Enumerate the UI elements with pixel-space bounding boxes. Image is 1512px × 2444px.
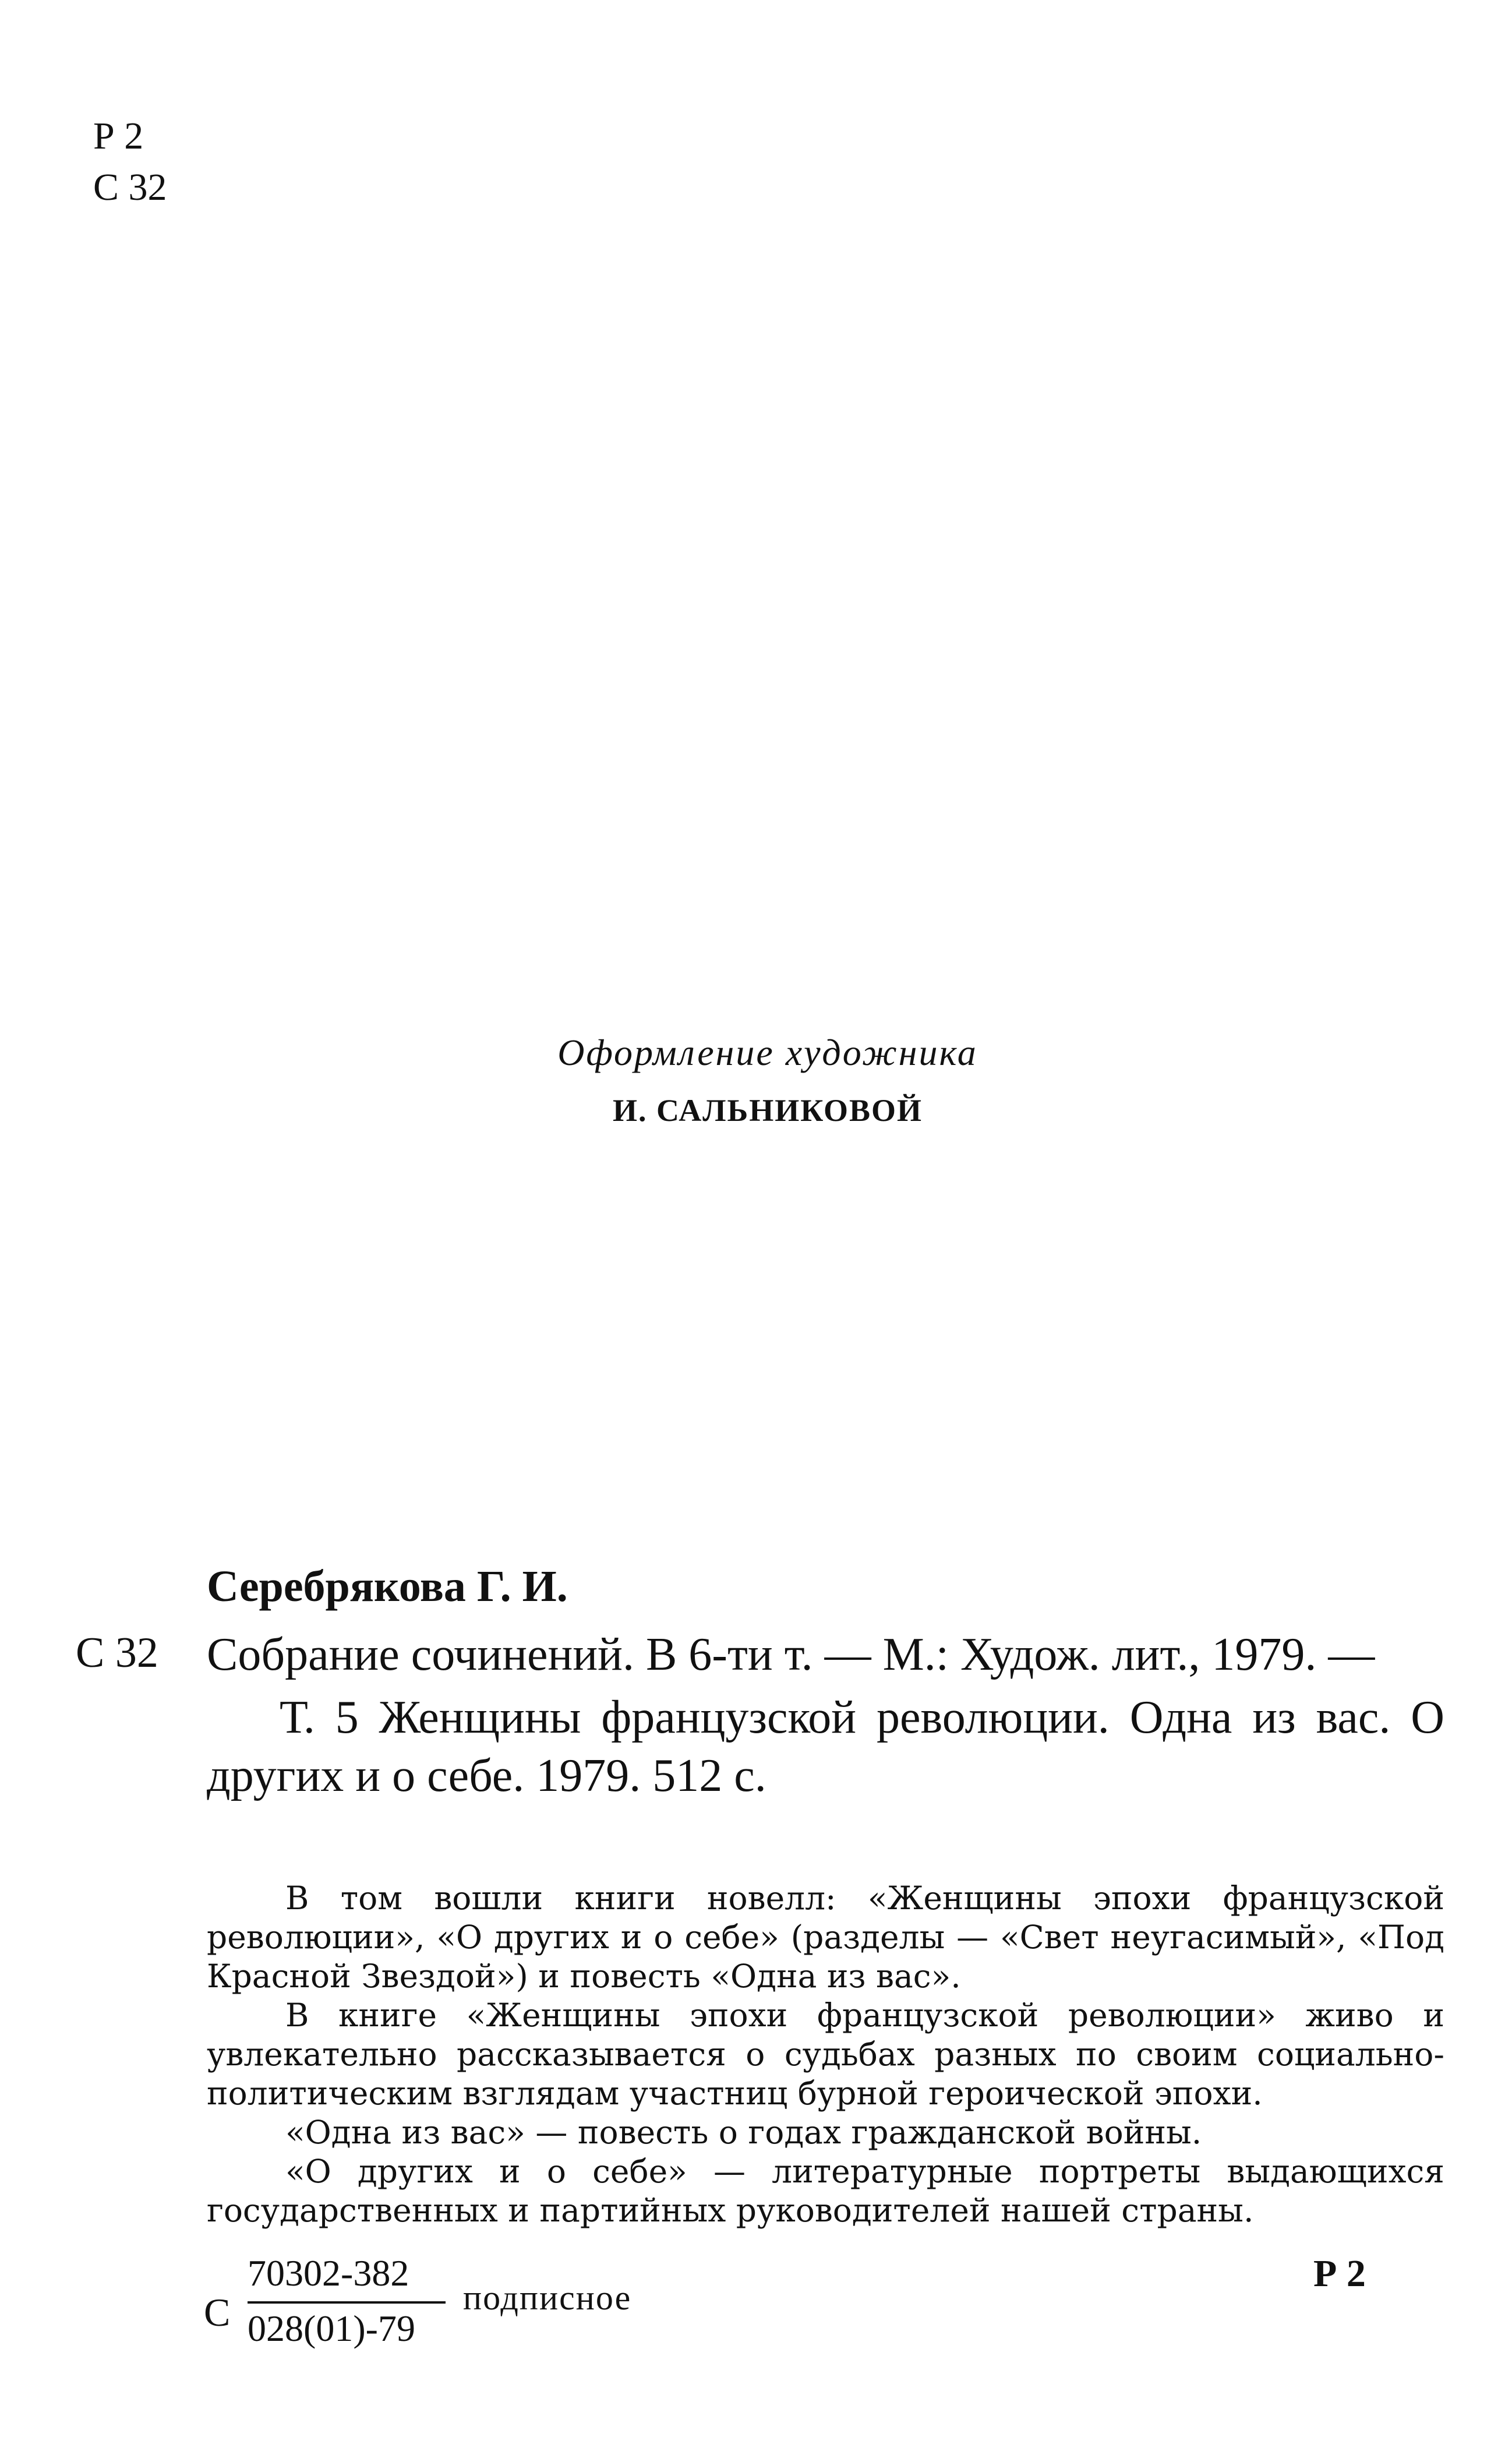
index-denominator: 028(01)-79: [248, 2308, 415, 2349]
entry-body-line-1: Собрание сочинений. В 6-ти т. — М.: Худож. лит., 1979. —: [207, 1629, 1375, 1680]
annotation-paragraph-3: «Одна из вас» — повесть о годах гражданской войны.: [285, 2114, 1202, 2151]
index-code: Р 2: [1313, 2252, 1366, 2295]
annotation-paragraph-4: «О других и о себе» — литературные портреты выдающихся государственных и партийных руководителей нашей страны.: [207, 2153, 1444, 2229]
index-word: подписное: [463, 2279, 632, 2317]
classification-marks: [93, 111, 167, 213]
entry-body-line-2: Т. 5 Женщины французской революции. Одна из вас. О других и о себе. 1979. 512 с.: [207, 1692, 1444, 1801]
entry-author: Серебрякова Г. И.: [207, 1562, 568, 1611]
index-numerator: 70302-382: [248, 2252, 409, 2294]
index-letter: С: [204, 2290, 231, 2334]
classification-line-2: С 32: [93, 166, 167, 209]
entry-code: С 32: [76, 1629, 158, 1677]
annotation-paragraph-1: В том вошли книги новелл: «Женщины эпохи французской революции», «О других и о себе» (разделы — «Свет неугасимый», «Под Красной Звездой») и повесть «Одна из вас».: [207, 1879, 1444, 1995]
entry-body: [207, 1625, 1444, 1805]
credits-name: И. САЛЬНИКОВОЙ: [612, 1093, 923, 1128]
index-fraction-line: [248, 2301, 446, 2304]
annotation: [207, 1879, 1444, 2230]
credits-role: Оформление художника: [557, 1032, 978, 1073]
annotation-paragraph-2: В книге «Женщины эпохи французской революции» живо и увлекательно рассказывается о судьбах разных по своим социально-политическим взглядам участниц бурной героической эпохи.: [207, 1997, 1444, 2112]
classification-line-1: Р 2: [93, 115, 144, 157]
